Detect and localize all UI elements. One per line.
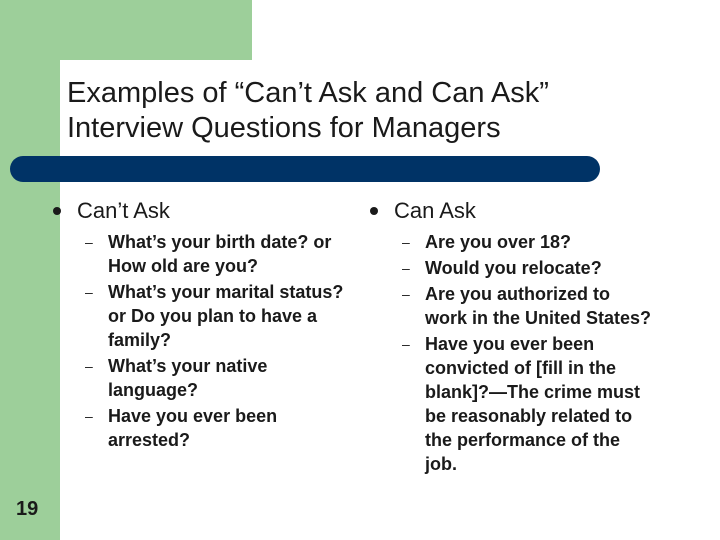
can-ask-column bbox=[367, 196, 667, 478]
dash-icon: – bbox=[85, 358, 93, 374]
can-ask-item: – Would you relocate? bbox=[402, 258, 602, 278]
can-ask-item: – Are you authorized to work in the United States? bbox=[402, 284, 652, 328]
cant-ask-item: – What’s your marital status? or Do you plan to have a family? bbox=[85, 282, 344, 350]
bullet-icon bbox=[370, 207, 378, 215]
dash-icon: – bbox=[402, 336, 410, 352]
slide-title bbox=[67, 76, 687, 146]
can-ask-item: – Are you over 18? bbox=[402, 232, 572, 252]
green-top-band bbox=[0, 0, 252, 60]
can-ask-item: – Have you ever been convicted of [fill in the blank]?—The crime must be reasonably related to the performance of the job. bbox=[402, 334, 641, 474]
dash-icon: – bbox=[85, 234, 93, 250]
dash-icon: – bbox=[402, 260, 410, 276]
slide-number: 19 bbox=[16, 498, 39, 520]
cant-ask-column bbox=[50, 196, 350, 454]
dash-icon: – bbox=[85, 284, 93, 300]
can-ask-heading: Can Ask bbox=[394, 198, 476, 223]
cant-ask-heading: Can’t Ask bbox=[77, 198, 170, 223]
bullet-icon bbox=[53, 207, 61, 215]
dash-icon: – bbox=[85, 408, 93, 424]
dash-icon: – bbox=[402, 286, 410, 302]
title-divider-bar bbox=[10, 156, 600, 182]
slide-title-line-1: Examples of “Can’t Ask and Can Ask” bbox=[67, 77, 549, 109]
cant-ask-item: – Have you ever been arrested? bbox=[85, 406, 278, 450]
cant-ask-item: – What’s your birth date? or How old are you? bbox=[85, 232, 332, 276]
dash-icon: – bbox=[402, 234, 410, 250]
slide-title-line-2: Interview Questions for Managers bbox=[67, 112, 501, 144]
cant-ask-item: – What’s your native language? bbox=[85, 356, 268, 400]
